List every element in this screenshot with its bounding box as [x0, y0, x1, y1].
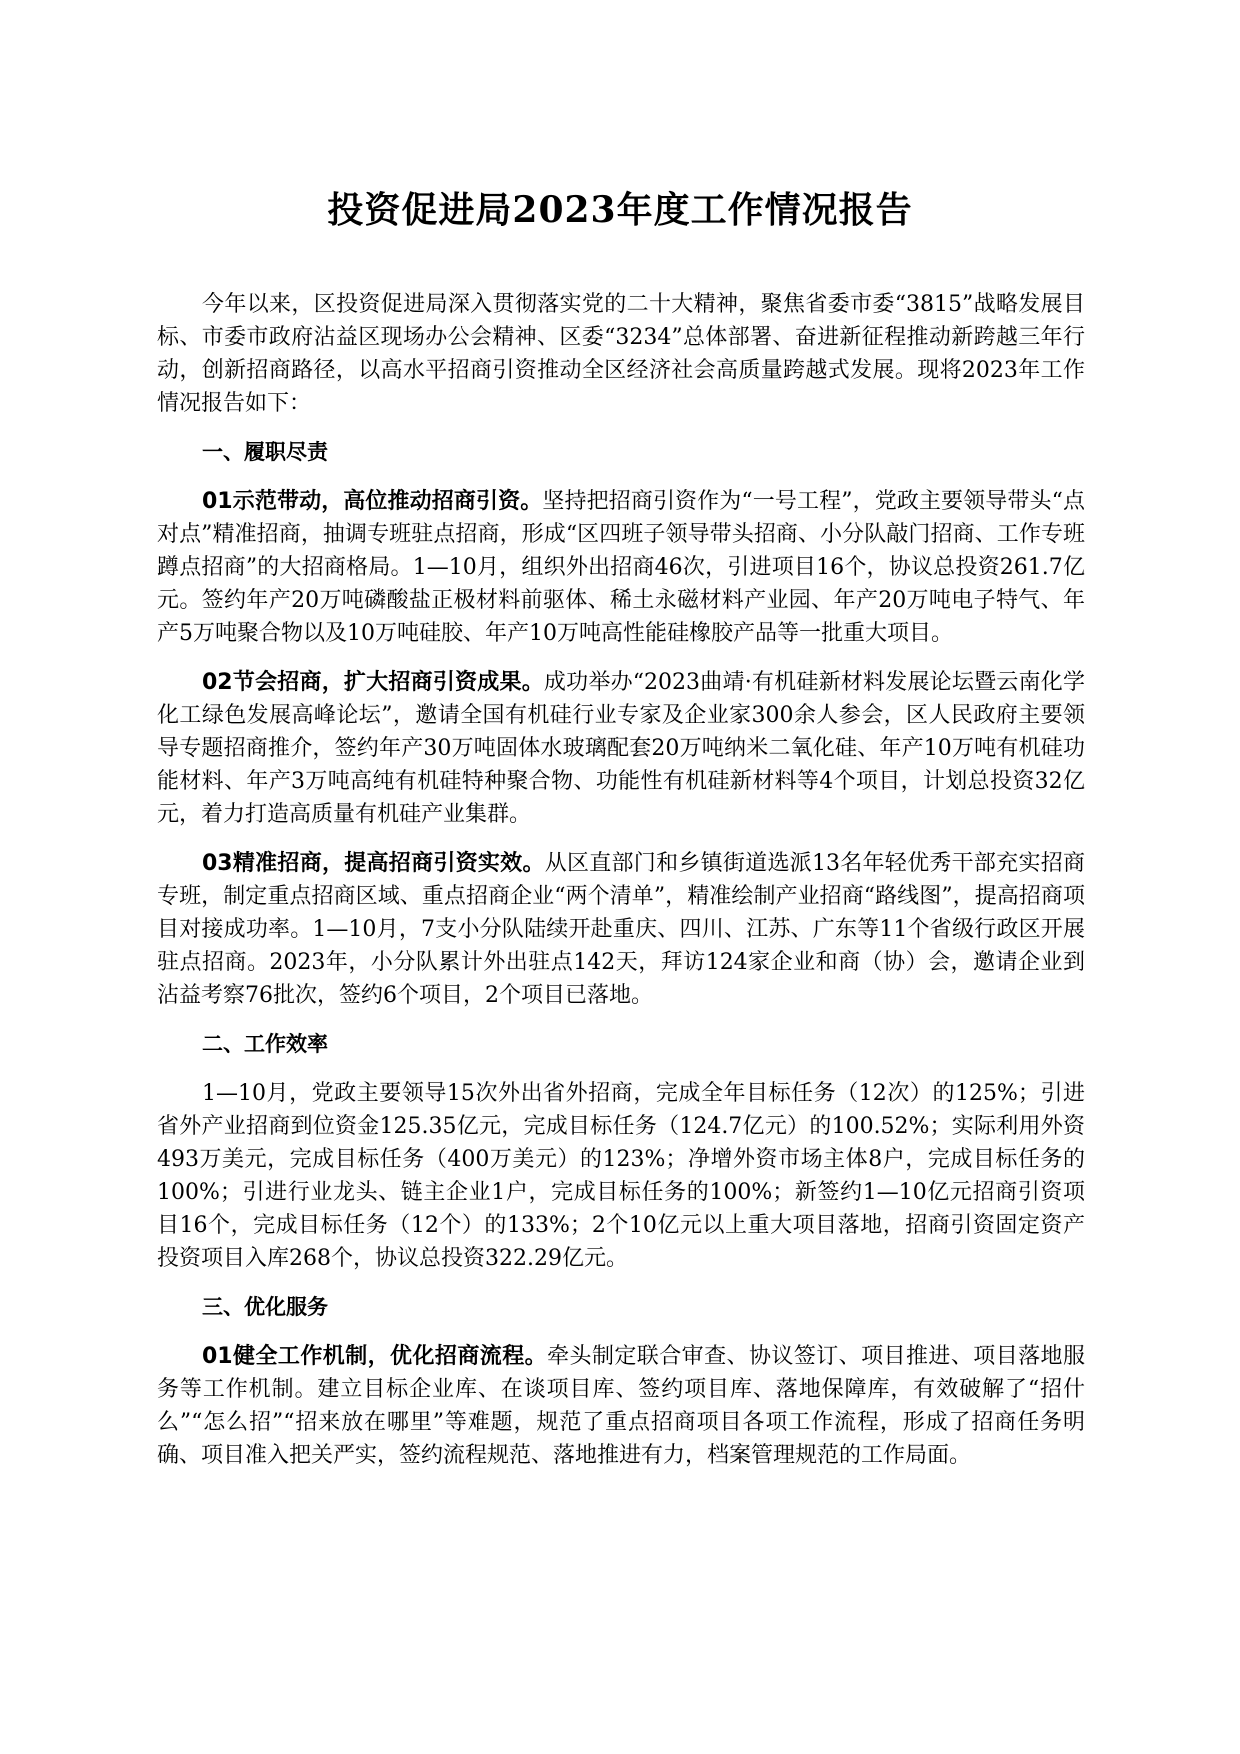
document-title: 投资促进局2023年度工作情况报告: [327, 189, 913, 231]
section-heading-1: 一、履职尽责: [202, 440, 328, 464]
document-body: [157, 288, 1085, 1472]
paragraph-1-1: [157, 485, 1085, 650]
paragraph-3-1: [157, 1340, 1085, 1472]
paragraph-text: 成功举办“2023曲靖·有机硅新材料发展论坛暨云南化学化工绿色发展高峰论坛”，邀请全国有机硅行业专家及企业家300余人参会，区人民政府主要领导专题招商推介，签约年产30万吨固体水玻璃配套20万吨纳米二氧化硅、年产10万吨有机硅功能材料、年产3万吨高纯有机硅特种聚合物、功能性有机硅新材料等4个项目，计划总投资32亿元，着力打造高质量有机硅产业集群。: [157, 670, 1085, 827]
paragraph-lead: 01健全工作机制，优化招商流程。: [202, 1344, 548, 1369]
paragraph-1-3: [157, 847, 1085, 1012]
paragraph-lead: 03精准招商，提高招商引资实效。: [202, 851, 545, 876]
intro-paragraph: 今年以来，区投资促进局深入贯彻落实党的二十大精神，聚焦省委市委“3815”战略发展目标、市委市政府沾益区现场办公会精神、区委“3234”总体部署、奋进新征程推动新跨越三年行动，创新招商路径，以高水平招商引资推动全区经济社会高质量跨越式发展。现将2023年工作情况报告如下：: [157, 292, 1085, 416]
section-heading-2: 二、工作效率: [202, 1032, 328, 1056]
paragraph-text: 从区直部门和乡镇街道选派13名年轻优秀干部充实招商专班，制定重点招商区域、重点招商企业“两个清单”，精准绘制产业招商“路线图”，提高招商项目对接成功率。1—10月，7支小分队陆续开赴重庆、四川、江苏、广东等11个省级行政区开展驻点招商。2023年，小分队累计外出驻点142天，拜访124家企业和商（协）会，邀请企业到沾益考察76批次，签约6个项目，2个项目已落地。: [157, 851, 1085, 1008]
paragraph-lead: 02节会招商，扩大招商引资成果。: [202, 670, 544, 695]
section-heading-3: 三、优化服务: [202, 1295, 328, 1319]
paragraph-lead: 01示范带动，高位推动招商引资。: [202, 489, 543, 514]
paragraph-text: 坚持把招商引资作为“一号工程”，党政主要领导带头“点对点”精准招商，抽调专班驻点招商，形成“区四班子领导带头招商、小分队敲门招商、工作专班蹲点招商”的大招商格局。1—10月，组织外出招商46次，引进项目16个，协议总投资261.7亿元。签约年产20万吨磷酸盐正极材料前驱体、稀土永磁材料产业园、年产20万吨电子特气、年产5万吨聚合物以及10万吨硅胶、年产10万吨高性能硅橡胶产品等一批重大项目。: [157, 489, 1085, 646]
paragraph-text: 牵头制定联合审查、协议签订、项目推进、项目落地服务等工作机制。建立目标企业库、在谈项目库、签约项目库、落地保障库，有效破解了“招什么”“怎么招”“招来放在哪里”等难题，规范了重点招商项目各项工作流程，形成了招商任务明确、项目准入把关严实，签约流程规范、落地推进有力，档案管理规范的工作局面。: [157, 1344, 1085, 1468]
paragraph-2-1: 1—10月，党政主要领导15次外出省外招商，完成全年目标任务（12次）的125%；引进省外产业招商到位资金125.35亿元，完成目标任务（124.7亿元）的100.52%；实际利用外资493万美元，完成目标任务（400万美元）的123%；净增外资市场主体8户，完成目标任务的100%；引进行业龙头、链主企业1户，完成目标任务的100%；新签约1—10亿元招商引资项目16个，完成目标任务（12个）的133%；2个10亿元以上重大项目落地，招商引资固定资产投资项目入库268个，协议总投资322.29亿元。: [157, 1081, 1085, 1271]
paragraph-1-2: [157, 666, 1085, 831]
